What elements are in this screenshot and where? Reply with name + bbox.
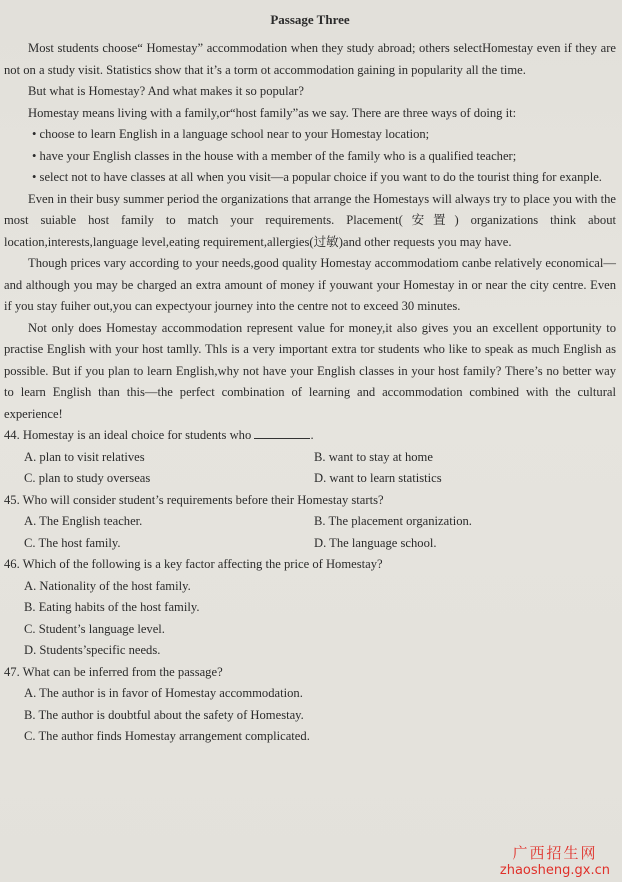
answer-option: B. want to stay at home [314, 449, 433, 464]
question-stem [4, 554, 616, 576]
passage-title: Passage Three [270, 12, 350, 27]
passage-body [4, 38, 616, 425]
question-text: 44. Homestay is an ideal choice for students who [4, 428, 252, 442]
question-text: 47. What can be inferred from the passage? [4, 664, 223, 679]
question-text-end: . [310, 428, 314, 442]
question-item [4, 490, 616, 555]
question-item [4, 554, 616, 662]
answer-option: C. The author finds Homestay arrangement complicated. [24, 729, 310, 743]
answer-option: B. Eating habits of the host family. [24, 600, 200, 614]
passage-paragraph: Though prices vary according to your needs,good quality Homestay accommodatiom canbe relatively economical—and although you may be charged an extra amount of money if youwant your Homestay in or near the city centre. Even if you stay fuiher out,you can expectyour journey into the centre not to exceed 30 minutes. [4, 256, 616, 313]
answer-option: B. The author is doubtful about the safety of Homestay. [24, 707, 304, 722]
watermark-url: zhaosheng.gx.cn [499, 863, 610, 878]
answer-option: C. Student’s language level. [24, 621, 165, 636]
answer-option: B. The placement organization. [314, 514, 472, 528]
passage-paragraph: • choose to learn English in a language school near to your Homestay location; [32, 127, 430, 141]
site-watermark [500, 842, 610, 878]
answer-option: A. The author is in favor of Homestay accommodation. [24, 686, 303, 700]
option-list [4, 576, 616, 662]
passage-paragraph: • select not to have classes at all when you visit—a popular choice if you want to do the tourist thing for exanple. [32, 170, 602, 184]
watermark-site-name: 广西招生网 [512, 844, 598, 862]
answer-option: A. Nationality of the host family. [24, 578, 191, 593]
passage-paragraph: Even in their busy summer period the organizations that arrange the Homestays will always try to place you with the most suiable host family to match your requirements. Placement(安置) organizations think about location,interests,language level,eating requirement,allergies(过敏)and other requests you may have. [4, 191, 616, 249]
question-stem [4, 425, 616, 447]
answer-option: C. The host family. [24, 535, 121, 550]
passage-paragraph: But what is Homestay? And what makes it so popular? [28, 84, 304, 98]
passage-paragraph: • have your English classes in the house with a member of the family who is a qualified teacher; [32, 148, 517, 163]
answer-option: C. plan to study overseas [24, 471, 151, 485]
option-list [4, 447, 616, 490]
question-stem [4, 662, 616, 684]
question-list [4, 425, 616, 748]
answer-option: D. The language school. [314, 535, 437, 550]
option-list [4, 511, 616, 554]
question-stem [4, 490, 616, 512]
passage-paragraph: Most students choose“ Homestay” accommodation when they study abroad; others selectHomestay even if they are not on a study visit. Statistics show that it’s a torm ot accommodation gaining in popularity all the time. [4, 41, 616, 77]
answer-option: D. want to learn statistics [314, 471, 442, 485]
passage-paragraph: Homestay means living with a family,or“host family”as we say. There are three ways of doing it: [28, 105, 517, 120]
option-list [4, 683, 616, 748]
question-text: 46. Which of the following is a key factor affecting the price of Homestay? [4, 557, 383, 571]
question-item [4, 425, 616, 490]
answer-option: D. Students’specific needs. [24, 643, 161, 657]
answer-blank [254, 425, 310, 439]
answer-option: A. plan to visit relatives [24, 449, 145, 464]
question-text: 45. Who will consider student’s requirements before their Homestay starts? [4, 492, 384, 507]
passage-paragraph: Not only does Homestay accommodation represent value for money,it also gives you an excellent opportunity to practise English with your host tamlly. Thls is a very important extra tor students who like to speak as much English as possible. But if you plan to learn English,why not have your English classes in your host family? There’s no better way to learn English than this—the perfect combination of learning and accommodation combined with the cultural experience! [4, 320, 616, 421]
answer-option: A. The English teacher. [24, 514, 143, 528]
question-item [4, 662, 616, 748]
